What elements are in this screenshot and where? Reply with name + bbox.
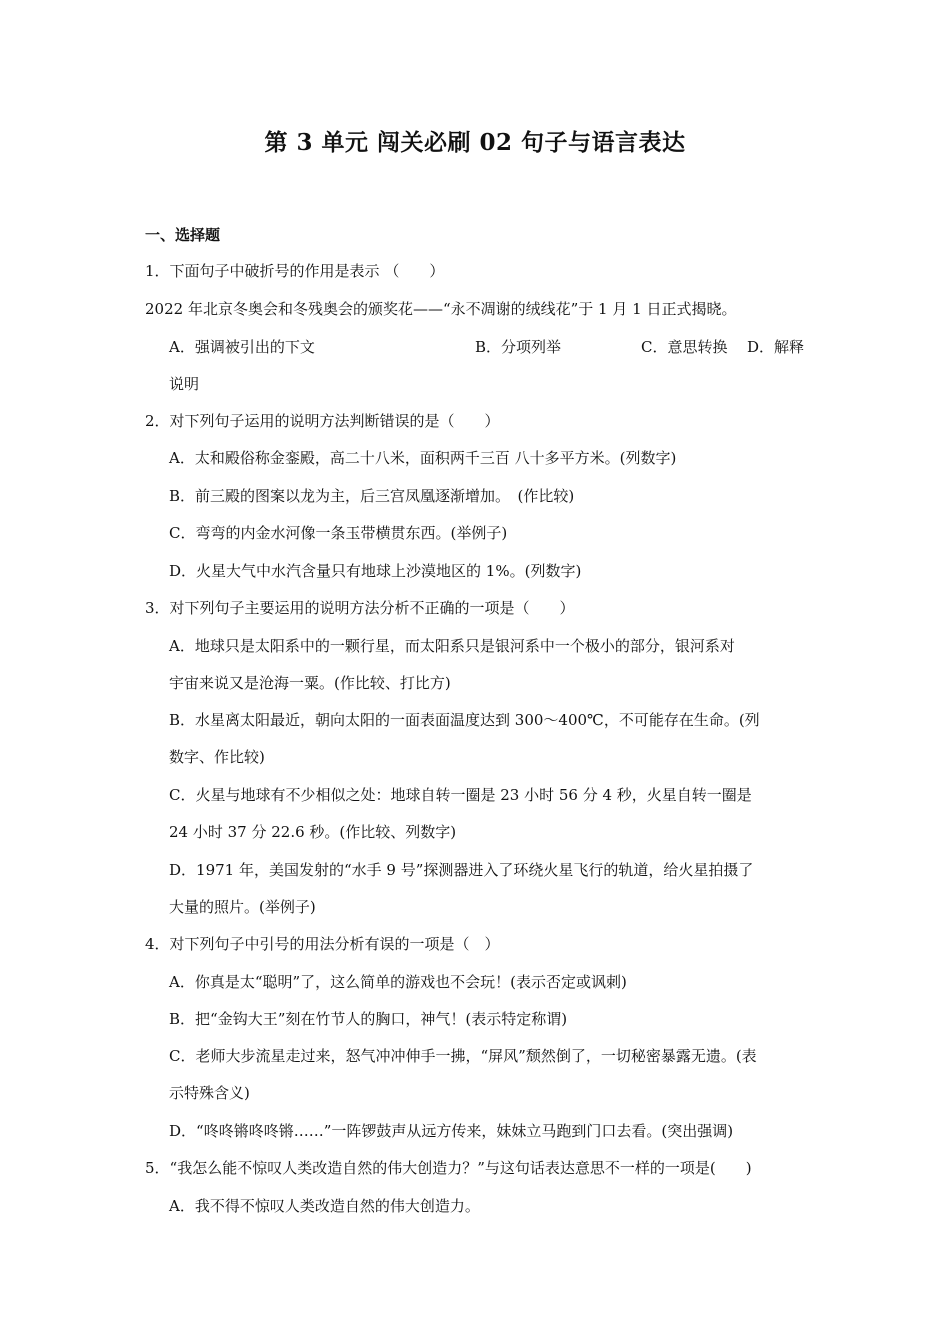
question-3-option-a-line1: A．地球只是太阳系中的一颗行星，而太阳系只是银河系中一个极小的部分，银河系对: [169, 637, 735, 655]
section-heading: 一、选择题: [145, 226, 221, 244]
question-2-option-d: D．火星大气中水汽含量只有地球上沙漠地区的 1%。(列数字): [169, 562, 582, 580]
question-4-option-c-line2: 示特殊含义): [169, 1084, 250, 1102]
question-3-option-d-line2: 大量的照片。(举例子): [169, 898, 316, 916]
question-1-option-b: B．分项列举: [475, 338, 562, 356]
question-3-option-a-line2: 宇宙来说又是沧海一粟。(作比较、打比方): [169, 674, 451, 692]
question-1-sentence: 2022 年北京冬奥会和冬残奥会的颁奖花——“永不凋谢的绒线花”于 1 月 1 日正式揭晓。: [145, 300, 737, 318]
question-1-option-c: C．意思转换: [641, 338, 728, 356]
question-4-option-c-line1: C．老师大步流星走过来，怒气冲冲伸手一拂，“屏风”颓然倒了，一切秘密暴露无遗。(表: [169, 1047, 757, 1065]
question-5-stem: 5．“我怎么能不惊叹人类改造自然的伟大创造力？”与这句话表达意思不一样的一项是( ): [145, 1159, 752, 1177]
question-5-option-a: A．我不得不惊叹人类改造自然的伟大创造力。: [169, 1197, 480, 1215]
question-3-stem: 3．对下列句子主要运用的说明方法分析不正确的一项是（ ）: [145, 599, 575, 617]
question-4-option-d: D．“咚咚锵咚咚锵……”一阵锣鼓声从远方传来，妹妹立马跑到门口去看。(突出强调): [169, 1122, 734, 1140]
question-1-options: [169, 337, 809, 357]
question-2-option-b: B．前三殿的图案以龙为主，后三宫凤凰逐渐增加。 (作比较): [169, 487, 575, 505]
question-1-stem: 1．下面句子中破折号的作用是表示 （ ）: [145, 262, 445, 280]
question-3-option-b-line2: 数字、作比较): [169, 748, 265, 766]
question-2-stem: 2．对下列句子运用的说明方法判断错误的是（ ）: [145, 412, 500, 430]
question-4-stem: 4．对下列句子中引号的用法分析有误的一项是（ ）: [145, 935, 500, 953]
question-3-option-c-line1: C．火星与地球有不少相似之处：地球自转一圈是 23 小时 56 分 4 秒，火星自转一圈是: [169, 786, 752, 804]
question-2-option-c: C．弯弯的内金水河像一条玉带横贯东西。(举例子): [169, 524, 508, 542]
question-2-option-a: A．太和殿俗称金銮殿，高二十八米，面积两千三百 八十多平方米。(列数字): [169, 449, 677, 467]
question-3-option-c-line2: 24 小时 37 分 22.6 秒。(作比较、列数字): [169, 823, 457, 841]
question-1-option-d: D．解释: [747, 338, 805, 356]
page-title: 第 3 单元 闯关必刷 02 句子与语言表达: [264, 129, 686, 156]
question-1-option-a: A．强调被引出的下文: [169, 338, 315, 356]
question-3-option-d-line1: D．1971 年，美国发射的“水手 9 号”探测器进入了环绕火星飞行的轨道，给火星拍摄了: [169, 861, 754, 879]
question-1-option-d-continued: 说明: [169, 375, 200, 393]
question-3-option-b-line1: B．水星离太阳最近，朝向太阳的一面表面温度达到 300～400℃，不可能存在生命。(列: [169, 711, 760, 729]
question-4-option-b: B．把“金钩大王”刻在竹节人的胸口，神气！(表示特定称谓): [169, 1010, 568, 1028]
question-4-option-a: A．你真是太“聪明”了，这么简单的游戏也不会玩！(表示否定或讽刺): [169, 973, 627, 991]
